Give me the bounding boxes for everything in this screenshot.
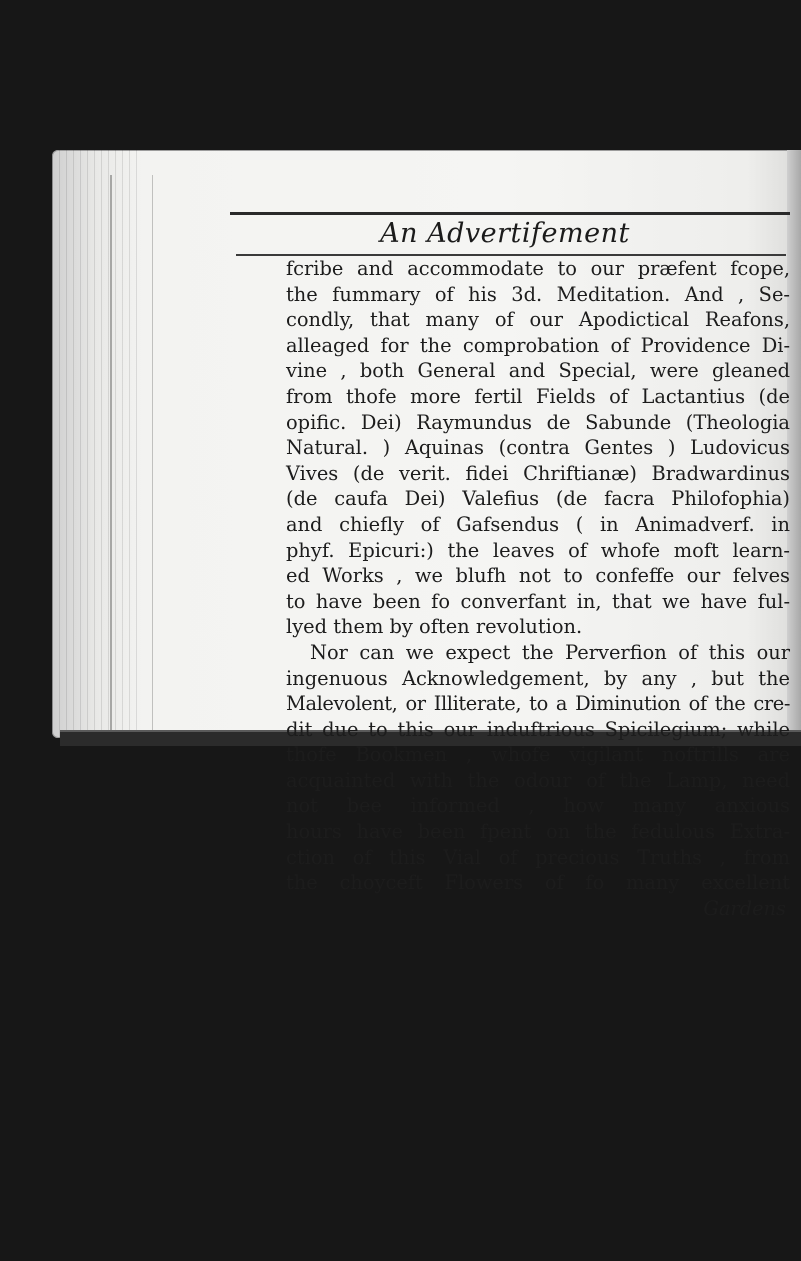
text-line: to have been fo converfant in, that we have ful- (286, 589, 790, 613)
text-line: condly, that many of our Apodictical Reafons, (286, 308, 790, 332)
catchword: Gardens (703, 896, 786, 920)
text-line: Nor can we expect the Perverfion of this our (310, 640, 790, 664)
binding-gutter (110, 175, 153, 735)
text-line: the fummary of his 3d. Meditation. And , Se- (286, 282, 790, 306)
text-line: hours have been fpent on the fedulous Extra- (286, 820, 790, 844)
text-line: alleaged for the comprobation of Providence Di- (286, 333, 790, 357)
text-line: lyed them by often revolution. (286, 615, 583, 639)
text-line: vine , both General and Special, were gleaned (286, 359, 790, 383)
text-line: ingenuous Acknowledgement, by any , but the (286, 666, 790, 690)
text-line: ed Works , we blufh not to confeffe our felves (286, 564, 790, 588)
text-line: Vives (de verit. fidei Chriftianæ) Bradwardinus (286, 461, 790, 485)
body-text (286, 256, 790, 921)
text-line: ction of this Vial of precious Truths , from (286, 845, 790, 869)
text-line: Malevolent, or Illiterate, to a Diminution of the cre- (286, 692, 790, 716)
text-line: phyf. Epicuri:) the leaves of whofe moft learn- (286, 538, 790, 562)
text-line: dit due to this our induftrious Spicilegium; while (286, 717, 790, 741)
text-line: fcribe and accommodate to our præfent fcope, (286, 257, 790, 280)
text-line: acquainted with the odour of the Lamp, need (286, 768, 790, 792)
text-line: (de caufa Dei) Valefius (de facra Philofophia) (286, 487, 790, 511)
text-line: the choyceft Flowers of fo many excellent (286, 871, 790, 895)
text-line: opific. Dei) Raymundus de Sabunde (Theologia (286, 410, 790, 434)
text-line: thofe Bookmen , whofe vigilant noftrills are (286, 743, 790, 767)
header-rule-top (230, 212, 790, 215)
text-line: and chiefly of Gafsendus ( in Animadverf. in (286, 512, 790, 536)
running-header: An Advertifement (380, 218, 630, 249)
text-line: Natural. ) Aquinas (contra Gentes ) Ludovicus (286, 436, 790, 460)
text-line: not bee informed , how many anxious (286, 794, 790, 818)
text-line: from thofe more fertil Fields of Lactantius (de (286, 384, 790, 408)
